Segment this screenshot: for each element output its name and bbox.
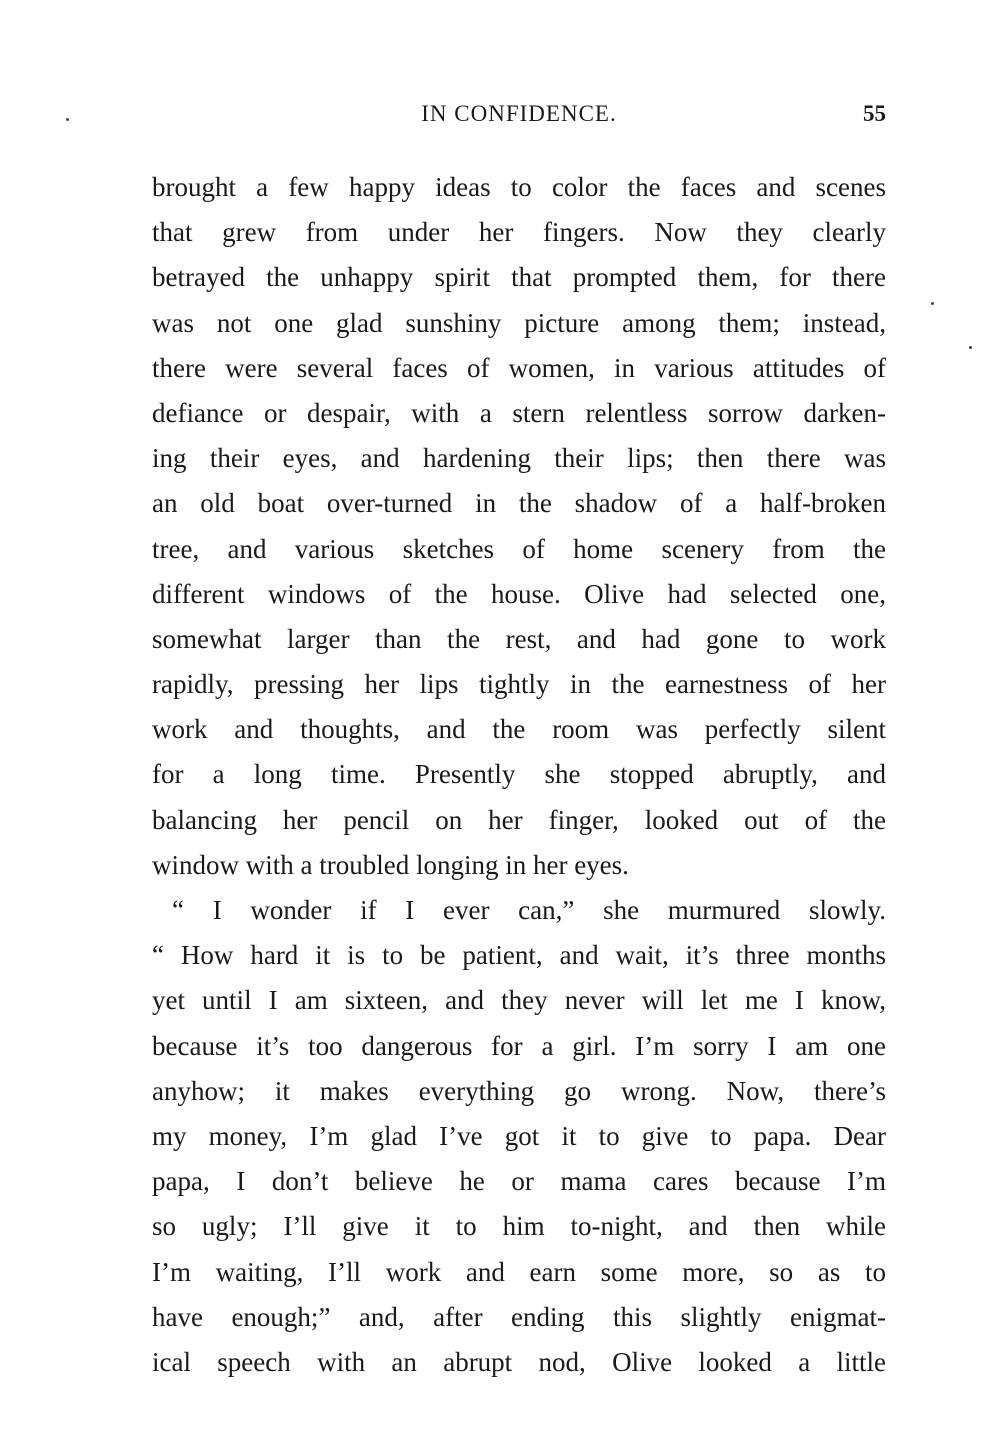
- text-line: because it’s too dangerous for a girl. I’m sorry I am one: [152, 1030, 886, 1061]
- running-title: IN CONFIDENCE.: [421, 101, 617, 126]
- text-line: there were several faces of women, in various attitudes of: [152, 352, 886, 383]
- text-line: betrayed the unhappy spirit that prompted them, for there: [152, 262, 886, 293]
- text-line: different windows of the house. Olive had selected one,: [152, 578, 886, 609]
- text-line: for a long time. Presently she stopped abruptly, and: [152, 759, 886, 790]
- text-line: brought a few happy ideas to color the faces and scenes: [152, 172, 886, 202]
- text-line: my money, I’m glad I’ve got it to give to papa. Dear: [152, 1120, 886, 1151]
- text-line: so ugly; I’ll give it to him to-night, and then while: [152, 1211, 886, 1242]
- paper-speck: [66, 118, 69, 121]
- text-line: rapidly, pressing her lips tightly in the earnestness of her: [152, 669, 886, 700]
- text-line: tree, and various sketches of home scenery from the: [152, 533, 886, 564]
- text-line: ing their eyes, and hardening their lips; then there was: [152, 443, 886, 474]
- page-number: 55: [863, 101, 886, 126]
- text-line: have enough;” and, after ending this slightly enigmat-: [152, 1301, 886, 1332]
- text-line: anyhow; it makes everything go wrong. Now, there’s: [152, 1075, 886, 1106]
- paper-speck: [931, 302, 934, 305]
- text-line-paragraph-start: “ I wonder if I ever can,” she murmured slowly.: [172, 895, 886, 925]
- text-line: defiance or despair, with a stern relentless sorrow darken-: [152, 397, 886, 428]
- text-line: papa, I don’t believe he or mama cares because I’m: [152, 1166, 886, 1197]
- text-line: work and thoughts, and the room was perfectly silent: [152, 714, 886, 745]
- paper-speck: [969, 346, 972, 349]
- text-line: I’m waiting, I’ll work and earn some more, so as to: [152, 1256, 886, 1287]
- text-line-paragraph-end: window with a troubled longing in her eyes.: [152, 849, 629, 880]
- text-line: an old boat over-turned in the shadow of a half-broken: [152, 488, 886, 519]
- text-line: yet until I am sixteen, and they never will let me I know,: [152, 985, 886, 1016]
- text-line: balancing her pencil on her finger, looked out of the: [152, 804, 886, 835]
- text-line: ical speech with an abrupt nod, Olive looked a little: [152, 1346, 886, 1377]
- text-line: somewhat larger than the rest, and had gone to work: [152, 623, 886, 654]
- text-line: that grew from under her fingers. Now they clearly: [152, 217, 886, 248]
- text-line: was not one glad sunshiny picture among them; instead,: [152, 307, 886, 338]
- body-text: [152, 165, 886, 1385]
- running-head: [152, 98, 886, 130]
- text-line: “ How hard it is to be patient, and wait, it’s three months: [152, 940, 886, 971]
